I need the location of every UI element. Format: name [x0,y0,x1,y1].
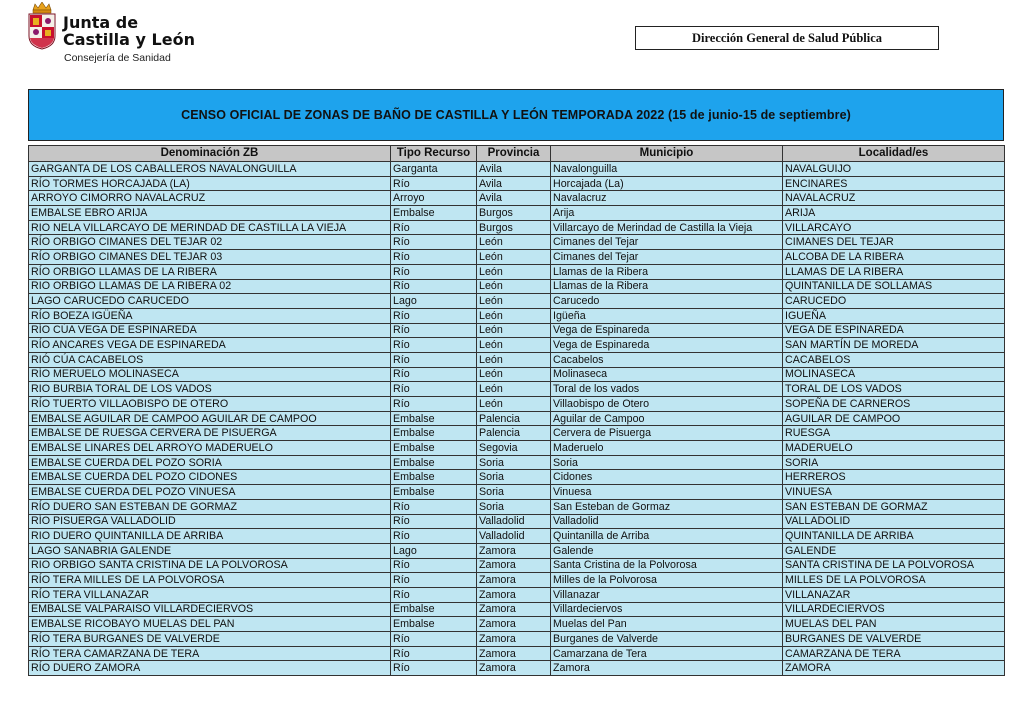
cell-provincia: León [477,308,551,323]
cell-denominacion: RÍO TERA VILLANAZAR [29,587,391,602]
cell-denominacion: RÍO DUERO SAN ESTEBAN DE GORMAZ [29,499,391,514]
cell-provincia: Zamora [477,573,551,588]
cell-denominacion: RÍO MERUELO MOLINASECA [29,367,391,382]
table-row [29,279,1005,294]
cell-municipio: Milles de la Polvorosa [551,573,783,588]
cell-tipo-recurso: Río [391,220,477,235]
cell-localidad: RUESGA [783,426,1005,441]
cell-tipo-recurso: Río [391,573,477,588]
cell-tipo-recurso: Arroyo [391,191,477,206]
cell-localidad: ARIJA [783,206,1005,221]
cell-provincia: León [477,338,551,353]
cell-denominacion: RÍO ORBIGO CIMANES DEL TEJAR 02 [29,235,391,250]
cell-denominacion: RIÓ CÚA CACABELOS [29,352,391,367]
cell-localidad: TORAL DE LOS VADOS [783,382,1005,397]
cell-tipo-recurso: Embalse [391,617,477,632]
cell-localidad: HERREROS [783,470,1005,485]
table-row [29,441,1005,456]
table-row [29,558,1005,573]
cell-tipo-recurso: Río [391,264,477,279]
table-row [29,162,1005,177]
cell-municipio: Vega de Espinareda [551,323,783,338]
cell-localidad: SAN MARTÍN DE MOREDA [783,338,1005,353]
cell-provincia: León [477,382,551,397]
cell-tipo-recurso: Río [391,235,477,250]
table-row [29,602,1005,617]
table-row [29,220,1005,235]
cell-localidad: VILLARDECIERVOS [783,602,1005,617]
cell-municipio: Villardeciervos [551,602,783,617]
cell-denominacion: EMBALSE RICOBAYO MUELAS DEL PAN [29,617,391,632]
census-table [28,145,1005,676]
cell-denominacion: RÍO DUERO ZAMORA [29,661,391,676]
table-row [29,543,1005,558]
cell-municipio: Vinuesa [551,485,783,500]
table-row [29,382,1005,397]
cell-provincia: León [477,264,551,279]
table-row [29,352,1005,367]
cell-municipio: Soria [551,455,783,470]
cell-denominacion: EMBALSE AGUILAR DE CAMPOO AGUILAR DE CAMPOO [29,411,391,426]
cell-denominacion: RÍO PISUERGA VALLADOLID [29,514,391,529]
table-row [29,264,1005,279]
table-row [29,206,1005,221]
table-row [29,455,1005,470]
cell-provincia: León [477,352,551,367]
coat-of-arms-icon [26,2,58,50]
cell-tipo-recurso: Embalse [391,426,477,441]
cell-denominacion: RÍO TORMES HORCAJADA (LA) [29,176,391,191]
column-header-municipio: Municipio [551,146,783,162]
cell-municipio: Maderuelo [551,441,783,456]
cell-tipo-recurso: Río [391,382,477,397]
cell-denominacion: RÍO BOEZA IGÜEÑA [29,308,391,323]
cell-provincia: León [477,367,551,382]
cell-localidad: VINUESA [783,485,1005,500]
cell-denominacion: RÍO TERA BURGANES DE VALVERDE [29,632,391,647]
cell-provincia: León [477,323,551,338]
cell-municipio: Muelas del Pan [551,617,783,632]
table-header-row [29,146,1005,162]
cell-denominacion: EMBALSE CUERDA DEL POZO SORIA [29,455,391,470]
cell-municipio: Navalonguilla [551,162,783,177]
cell-provincia: Soria [477,455,551,470]
cell-tipo-recurso: Garganta [391,162,477,177]
table-row [29,338,1005,353]
cell-municipio: Toral de los vados [551,382,783,397]
cell-denominacion: RIO DUERO QUINTANILLA DE ARRIBA [29,529,391,544]
cell-localidad: BURGANES DE VALVERDE [783,632,1005,647]
cell-localidad: CAMARZANA DE TERA [783,646,1005,661]
cell-localidad: MOLINASECA [783,367,1005,382]
cell-localidad: ENCINARES [783,176,1005,191]
cell-provincia: Soria [477,470,551,485]
cell-denominacion: RÍO ANCARES VEGA DE ESPINAREDA [29,338,391,353]
cell-denominacion: EMBALSE EBRO ARIJA [29,206,391,221]
cell-tipo-recurso: Río [391,338,477,353]
cell-tipo-recurso: Río [391,499,477,514]
cell-municipio: Navalacruz [551,191,783,206]
cell-localidad: MUELAS DEL PAN [783,617,1005,632]
cell-localidad: VEGA DE ESPINAREDA [783,323,1005,338]
table-row [29,294,1005,309]
cell-tipo-recurso: Embalse [391,485,477,500]
cell-municipio: Villanazar [551,587,783,602]
cell-tipo-recurso: Río [391,587,477,602]
cell-provincia: Avila [477,176,551,191]
table-row [29,587,1005,602]
table-row [29,250,1005,265]
cell-tipo-recurso: Embalse [391,411,477,426]
cell-denominacion: RIO BURBIA TORAL DE LOS VADOS [29,382,391,397]
cell-denominacion: RIO NELA VILLARCAYO DE MERINDAD DE CASTILLA LA VIEJA [29,220,391,235]
cell-localidad: ZAMORA [783,661,1005,676]
table-row [29,411,1005,426]
cell-provincia: Palencia [477,411,551,426]
cell-provincia: León [477,397,551,412]
cell-localidad: NAVALGUIJO [783,162,1005,177]
cell-localidad: SOPEÑA DE CARNEROS [783,397,1005,412]
cell-provincia: León [477,250,551,265]
table-row [29,573,1005,588]
cell-tipo-recurso: Río [391,646,477,661]
cell-provincia: Soria [477,499,551,514]
cell-localidad: CIMANES DEL TEJAR [783,235,1005,250]
cell-provincia: Valladolid [477,514,551,529]
cell-provincia: Palencia [477,426,551,441]
cell-denominacion: EMBALSE LINARES DEL ARROYO MADERUELO [29,441,391,456]
cell-municipio: Cervera de Pisuerga [551,426,783,441]
logo-title-line1: Junta de [63,13,139,32]
cell-tipo-recurso: Río [391,279,477,294]
table-body [29,162,1005,676]
cell-localidad: ALCOBA DE LA RIBERA [783,250,1005,265]
cell-municipio: Horcajada (La) [551,176,783,191]
cell-denominacion: EMBALSE VALPARAISO VILLARDECIERVOS [29,602,391,617]
cell-tipo-recurso: Lago [391,543,477,558]
cell-tipo-recurso: Río [391,529,477,544]
cell-municipio: Llamas de la Ribera [551,264,783,279]
cell-tipo-recurso: Embalse [391,470,477,485]
cell-provincia: Zamora [477,558,551,573]
cell-denominacion: RÍO ORBIGO CIMANES DEL TEJAR 03 [29,250,391,265]
cell-provincia: Zamora [477,646,551,661]
cell-provincia: Avila [477,191,551,206]
cell-denominacion: GARGANTA DE LOS CABALLEROS NAVALONGUILLA [29,162,391,177]
cell-localidad: SORIA [783,455,1005,470]
cell-provincia: Valladolid [477,529,551,544]
cell-municipio: Aguilar de Campoo [551,411,783,426]
logo-title-line2: Castilla y León [63,30,195,49]
cell-provincia: Zamora [477,543,551,558]
cell-tipo-recurso: Lago [391,294,477,309]
cell-tipo-recurso: Embalse [391,455,477,470]
table-row [29,499,1005,514]
cell-municipio: Camarzana de Tera [551,646,783,661]
cell-tipo-recurso: Río [391,632,477,647]
cell-localidad: QUINTANILLA DE ARRIBA [783,529,1005,544]
cell-municipio: Vega de Espinareda [551,338,783,353]
cell-localidad: MADERUELO [783,441,1005,456]
table-row [29,470,1005,485]
table-row [29,323,1005,338]
cell-provincia: Burgos [477,220,551,235]
cell-localidad: SAN ESTEBAN DE GORMAZ [783,499,1005,514]
cell-municipio: Villaobispo de Otero [551,397,783,412]
cell-municipio: San Esteban de Gormaz [551,499,783,514]
cell-municipio: Cimanes del Tejar [551,235,783,250]
cell-provincia: Zamora [477,617,551,632]
cell-provincia: León [477,235,551,250]
cell-provincia: Zamora [477,661,551,676]
cell-municipio: Galende [551,543,783,558]
cell-denominacion: EMBALSE CUERDA DEL POZO CIDONES [29,470,391,485]
cell-tipo-recurso: Embalse [391,602,477,617]
cell-municipio: Valladolid [551,514,783,529]
cell-denominacion: RIO ORBIGO SANTA CRISTINA DE LA POLVOROSA [29,558,391,573]
cell-denominacion: RÍO ORBIGO LLAMAS DE LA RIBERA [29,264,391,279]
cell-municipio: Carucedo [551,294,783,309]
cell-localidad: SANTA CRISTINA DE LA POLVOROSA [783,558,1005,573]
cell-denominacion: EMBALSE CUERDA DEL POZO VINUESA [29,485,391,500]
cell-municipio: Cimanes del Tejar [551,250,783,265]
table-row [29,632,1005,647]
table-row [29,308,1005,323]
table-row [29,485,1005,500]
cell-provincia: Zamora [477,587,551,602]
table-row [29,617,1005,632]
cell-localidad: NAVALACRUZ [783,191,1005,206]
cell-localidad: CARUCEDO [783,294,1005,309]
cell-municipio: Cacabelos [551,352,783,367]
table-row [29,367,1005,382]
cell-localidad: QUINTANILLA DE SOLLAMAS [783,279,1005,294]
cell-denominacion: LAGO SANABRIA GALENDE [29,543,391,558]
column-header-denominacion: Denominación ZB [29,146,391,162]
cell-provincia: Avila [477,162,551,177]
table-row [29,529,1005,544]
cell-tipo-recurso: Río [391,661,477,676]
cell-localidad: LLAMAS DE LA RIBERA [783,264,1005,279]
cell-denominacion: LAGO CARUCEDO CARUCEDO [29,294,391,309]
cell-tipo-recurso: Embalse [391,441,477,456]
table-row [29,235,1005,250]
cell-localidad: AGUILAR DE CAMPOO [783,411,1005,426]
junta-logo [26,2,195,64]
cell-tipo-recurso: Río [391,514,477,529]
cell-denominacion: RÍO TERA MILLES DE LA POLVOROSA [29,573,391,588]
cell-tipo-recurso: Río [391,367,477,382]
cell-municipio: Quintanilla de Arriba [551,529,783,544]
cell-municipio: Cidones [551,470,783,485]
column-header-provincia: Provincia [477,146,551,162]
cell-provincia: Soria [477,485,551,500]
cell-localidad: VALLADOLID [783,514,1005,529]
cell-tipo-recurso: Embalse [391,206,477,221]
table-row [29,176,1005,191]
table-row [29,426,1005,441]
table-row [29,661,1005,676]
cell-tipo-recurso: Río [391,323,477,338]
cell-localidad: MILLES DE LA POLVOROSA [783,573,1005,588]
cell-denominacion: RIO ORBIGO LLAMAS DE LA RIBERA 02 [29,279,391,294]
cell-localidad: CACABELOS [783,352,1005,367]
cell-municipio: Igüeña [551,308,783,323]
cell-municipio: Molinaseca [551,367,783,382]
cell-municipio: Zamora [551,661,783,676]
table-row [29,191,1005,206]
cell-localidad: VILLARCAYO [783,220,1005,235]
cell-tipo-recurso: Río [391,397,477,412]
cell-tipo-recurso: Río [391,308,477,323]
department-label: Dirección General de Salud Pública [635,26,939,50]
cell-denominacion: RÍO TERA CAMARZANA DE TERA [29,646,391,661]
cell-localidad: GALENDE [783,543,1005,558]
cell-denominacion: RÍO TUERTO VILLAOBISPO DE OTERO [29,397,391,412]
column-header-tipo-recurso: Tipo Recurso [391,146,477,162]
table-row [29,514,1005,529]
cell-localidad: IGUEÑA [783,308,1005,323]
cell-tipo-recurso: Río [391,176,477,191]
cell-denominacion: ARROYO CIMORRO NAVALACRUZ [29,191,391,206]
cell-municipio: Santa Cristina de la Polvorosa [551,558,783,573]
logo-subtitle: Consejería de Sanidad [64,52,171,64]
document-title: CENSO OFICIAL DE ZONAS DE BAÑO DE CASTILLA Y LEÓN TEMPORADA 2022 (15 de junio-15 de septiembre) [28,89,1004,141]
cell-provincia: Burgos [477,206,551,221]
table-row [29,646,1005,661]
cell-municipio: Arija [551,206,783,221]
cell-denominacion: EMBALSE DE RUESGA CERVERA DE PISUERGA [29,426,391,441]
cell-provincia: León [477,279,551,294]
cell-provincia: León [477,294,551,309]
column-header-localidad: Localidad/es [783,146,1005,162]
cell-municipio: Villarcayo de Merindad de Castilla la Vieja [551,220,783,235]
cell-tipo-recurso: Río [391,352,477,367]
cell-municipio: Burganes de Valverde [551,632,783,647]
cell-provincia: Zamora [477,602,551,617]
table-row [29,397,1005,412]
cell-provincia: Segovia [477,441,551,456]
cell-municipio: Llamas de la Ribera [551,279,783,294]
cell-localidad: VILLANAZAR [783,587,1005,602]
cell-provincia: Zamora [477,632,551,647]
cell-tipo-recurso: Río [391,250,477,265]
cell-denominacion: RÍO CÚA VEGA DE ESPINAREDA [29,323,391,338]
cell-tipo-recurso: Río [391,558,477,573]
